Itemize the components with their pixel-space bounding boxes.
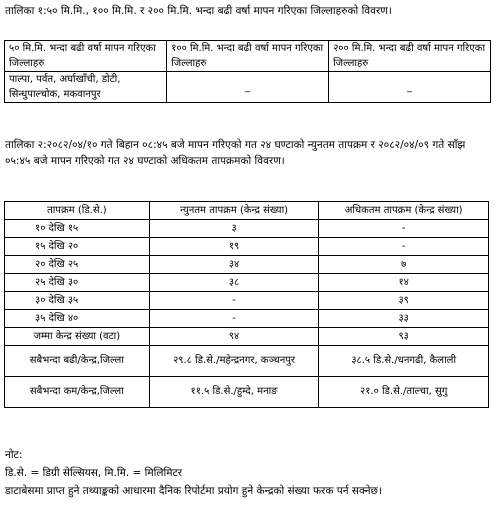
- min-count-cell: १९: [149, 238, 319, 256]
- notes-section: [5, 447, 490, 499]
- table1-header-100mm: १०० मि.मि. भन्दा बढी वर्षा मापन गरिएका जिल्लाहरु: [167, 41, 329, 72]
- table-row-total: [5, 328, 489, 346]
- min-count-cell: ३८: [149, 274, 319, 292]
- max-count-cell: १४: [319, 274, 489, 292]
- table1-cell-200mm: _: [329, 72, 491, 103]
- table-row: [5, 310, 489, 328]
- max-count-cell: ३९: [319, 292, 489, 310]
- highest-label-cell: सबैभन्दा बढी/केन्द्र,जिल्ला: [5, 346, 150, 377]
- table1-cell-100mm: _: [167, 72, 329, 103]
- total-label-cell: जम्मा केन्द्र संख्या (वटा): [5, 328, 150, 346]
- rainfall-districts-table: [4, 40, 491, 103]
- lowest-max-cell: २१.० डि.से./ताल्चा, सुगु: [319, 377, 489, 408]
- table-row: [5, 220, 489, 238]
- table2-header-min: न्युनतम तापक्रम (केन्द्र संख्या): [149, 202, 319, 220]
- notes-abbreviations: डि.से. = डिग्री सेल्सियस, मि.मि. = मिलिमिटर: [5, 467, 183, 479]
- max-count-cell: ७: [319, 256, 489, 274]
- range-cell: २० देखि २५: [5, 256, 150, 274]
- notes-heading: नोट:: [5, 449, 23, 461]
- lowest-label-cell: सबैभन्दा कम/केन्द्र,जिल्ला: [5, 377, 150, 408]
- temperature-table: [4, 201, 489, 408]
- table-row: [5, 292, 489, 310]
- min-total-cell: ९४: [149, 328, 319, 346]
- lowest-min-cell: ११.५ डि.से./हुम्दे, मनाङ: [149, 377, 319, 408]
- max-total-cell: ९३: [319, 328, 489, 346]
- max-count-cell: -: [319, 220, 489, 238]
- table-row: [5, 256, 489, 274]
- table2-header-range: तापक्रम (डि.से.): [5, 202, 150, 220]
- table1-cell-50mm: पाल्पा, पर्वत, अर्घाखाँची, डोटी, सिन्धुपाल्चोक, मकवानपुर: [5, 72, 167, 103]
- table-row: [5, 274, 489, 292]
- range-cell: १० देखि १५: [5, 220, 150, 238]
- table1-header-50mm: ५० मि.मि. भन्दा बढी वर्षा मापन गरिएका जिल्लाहरु: [5, 41, 167, 72]
- notes-disclaimer: डाटाबेसमा प्राप्त हुने तथ्याङ्कको आधारमा दैनिक रिपोर्टमा प्रयोग हुने केन्द्रको संख्या फरक पर्न सक्नेछ।: [5, 485, 382, 497]
- table2-header-max: अधिकतम तापक्रम (केन्द्र संख्या): [319, 202, 489, 220]
- highest-max-cell: ३८.५ डि.से./धनगढी, कैलाली: [319, 346, 489, 377]
- min-count-cell: ३: [149, 220, 319, 238]
- range-cell: ३० देखि ३५: [5, 292, 150, 310]
- min-count-cell: -: [149, 310, 319, 328]
- table-row-lowest: [5, 377, 489, 408]
- min-count-cell: -: [149, 292, 319, 310]
- range-cell: ३५ देखि ४०: [5, 310, 150, 328]
- max-count-cell: -: [319, 238, 489, 256]
- highest-min-cell: २९.८ डि.से./महेन्द्रनगर, कञ्चनपुर: [149, 346, 319, 377]
- range-cell: १५ देखि २०: [5, 238, 150, 256]
- min-count-cell: ३४: [149, 256, 319, 274]
- table-row-highest: [5, 346, 489, 377]
- table-row: [5, 238, 489, 256]
- max-count-cell: ३३: [319, 310, 489, 328]
- table2-caption: तालिका २:२०८२/०४/१० गते बिहान ०८:४५ बजे मापन गरिएको गत २४ घण्टाको न्युनतम तापक्रम र २०८२/०४/०९ गते साँझ ०५:४५ बजे मापन गरिएको गत २४ घण्टाको अधिकतम तापक्रमको विवरण।: [5, 139, 466, 167]
- table1-caption: तालिका १:५० मि.मि., १०० मि.मि. र २०० मि.मि. भन्दा बढी वर्षा मापन गरिएका जिल्लाहरुको विवरण।: [5, 5, 392, 17]
- table1-header-200mm: २०० मि.मि. भन्दा बढी वर्षा मापन गरिएका जिल्लाहरु: [329, 41, 491, 72]
- range-cell: २५ देखि ३०: [5, 274, 150, 292]
